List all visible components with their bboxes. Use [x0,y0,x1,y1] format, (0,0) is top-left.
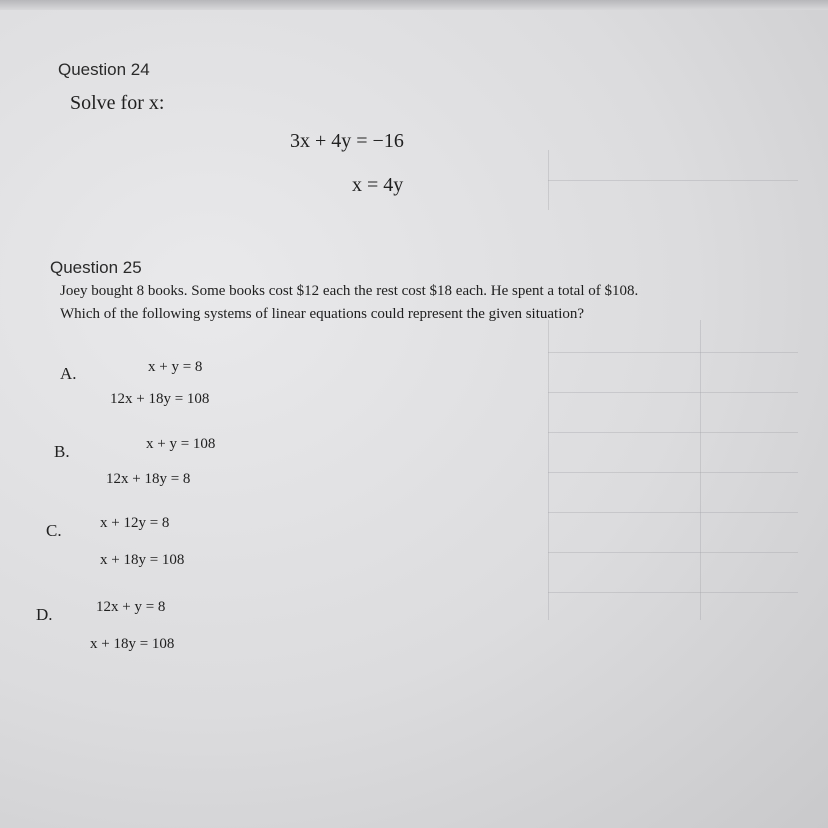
question-25-prompt-line-2: Which of the following systems of linear equations could represent the given situation? [60,306,585,322]
bleed-through-line [548,320,549,620]
bleed-through-line [548,512,798,513]
choice-b-equation-2: 12x + 18y = 8 [106,471,191,487]
question-24-label: Question 24 [58,60,150,79]
choice-d-letter: D. [36,605,53,624]
choice-d-equation-1: 12x + y = 8 [96,599,166,615]
choice-b-equation-1: x + y = 108 [146,436,216,452]
question-25-prompt-line-1: Joey bought 8 books. Some books cost $12 each the rest cost $18 each. He spent a total of $108. [60,283,639,299]
choice-d-equation-2: x + 18y = 108 [90,636,175,652]
bleed-through-line [548,472,798,473]
choice-b-letter: B. [54,442,70,461]
bleed-through-line [548,352,798,353]
choice-a-letter: A. [60,364,77,383]
page-top-edge [0,0,828,10]
question-25-label: Question 25 [50,258,142,277]
choice-c-letter: C. [46,521,62,540]
question-24-equation-1: 3x + 4y = −16 [290,130,404,152]
choice-a-equation-2: 12x + 18y = 108 [110,391,210,407]
bleed-through-line [548,180,798,181]
bleed-through-line [548,432,798,433]
choice-c-equation-2: x + 18y = 108 [100,552,185,568]
question-24-equation-2: x = 4y [352,174,404,196]
question-24-instruction: Solve for x: [70,92,165,114]
bleed-through-line [548,392,798,393]
choice-a-equation-1: x + y = 8 [148,359,203,375]
bleed-through-line [700,320,701,620]
bleed-through-line [548,592,798,593]
bleed-through-line [548,552,798,553]
choice-c-equation-1: x + 12y = 8 [100,515,170,531]
